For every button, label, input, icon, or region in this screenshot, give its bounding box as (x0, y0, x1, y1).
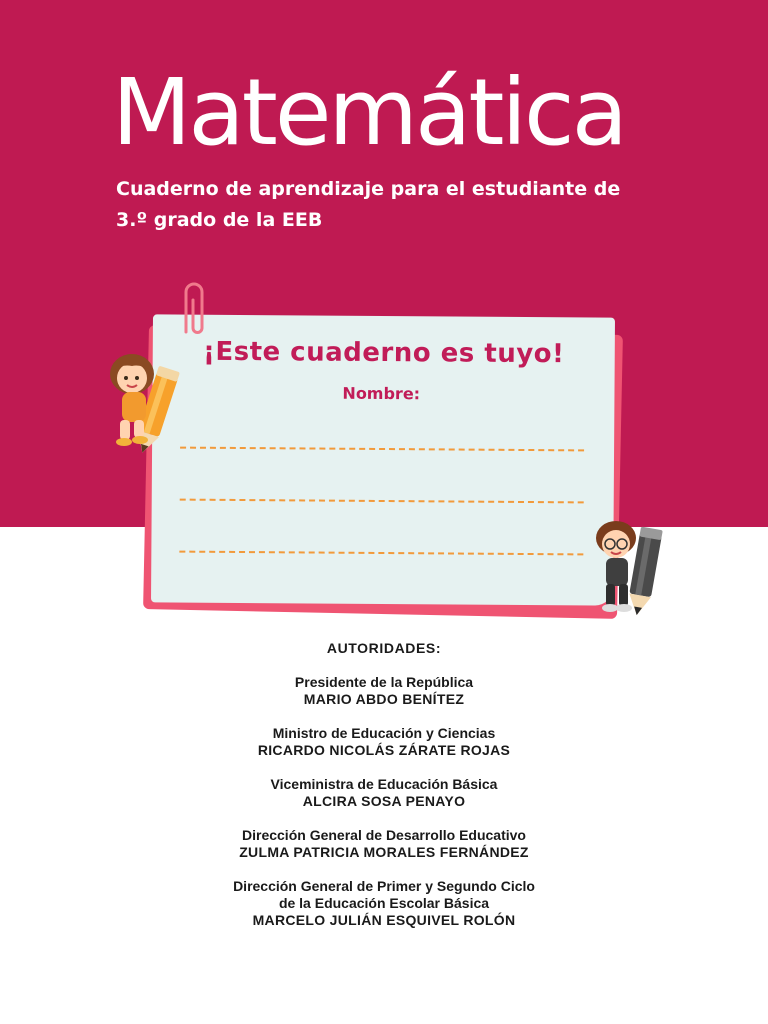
name-line-2[interactable] (180, 499, 584, 504)
cover-title: Matemática (112, 59, 626, 166)
authority-group (84, 827, 684, 861)
authority-role: Presidente de la República (294, 674, 474, 690)
authority-name: MARCELO JULIÁN ESQUIVEL ROLÓN (252, 912, 516, 928)
authority-group (84, 674, 684, 708)
authority-name: MARIO ABDO BENÍTEZ (303, 691, 465, 707)
name-card (151, 314, 615, 605)
subtitle-line-2: 3.º grado de la EEB (116, 209, 323, 231)
authority-name: ZULMA PATRICIA MORALES FERNÁNDEZ (239, 844, 529, 860)
authorities-heading: AUTORIDADES: (326, 640, 442, 656)
authority-name: ALCIRA SOSA PENAYO (302, 793, 466, 809)
girl-with-pencil-illustration (104, 348, 190, 460)
card-heading: ¡Este cuaderno es tuyo! (202, 336, 565, 370)
boy-with-pencil-illustration (590, 518, 672, 622)
authority-group (84, 725, 684, 759)
name-line-1[interactable] (180, 447, 584, 452)
authority-role-line-1: Dirección General de Primer y Segundo Ciclo (233, 878, 535, 894)
paperclip-icon (174, 280, 210, 344)
authority-role: Ministro de Educación y Ciencias (272, 725, 496, 741)
name-label: Nombre: (342, 383, 421, 404)
authority-group (84, 878, 684, 929)
subtitle-line-1: Cuaderno de aprendizaje para el estudiante de (116, 178, 621, 200)
cover-subtitle (116, 174, 716, 236)
authority-role-line-2: de la Educación Escolar Básica (278, 895, 490, 911)
authorities-section (84, 640, 684, 946)
name-line-3[interactable] (179, 551, 583, 556)
authority-group (84, 776, 684, 810)
authority-role: Dirección General de Desarrollo Educativo (242, 827, 526, 843)
authority-role: Viceministra de Educación Básica (270, 776, 498, 792)
authority-name: RICARDO NICOLÁS ZÁRATE ROJAS (257, 742, 511, 758)
